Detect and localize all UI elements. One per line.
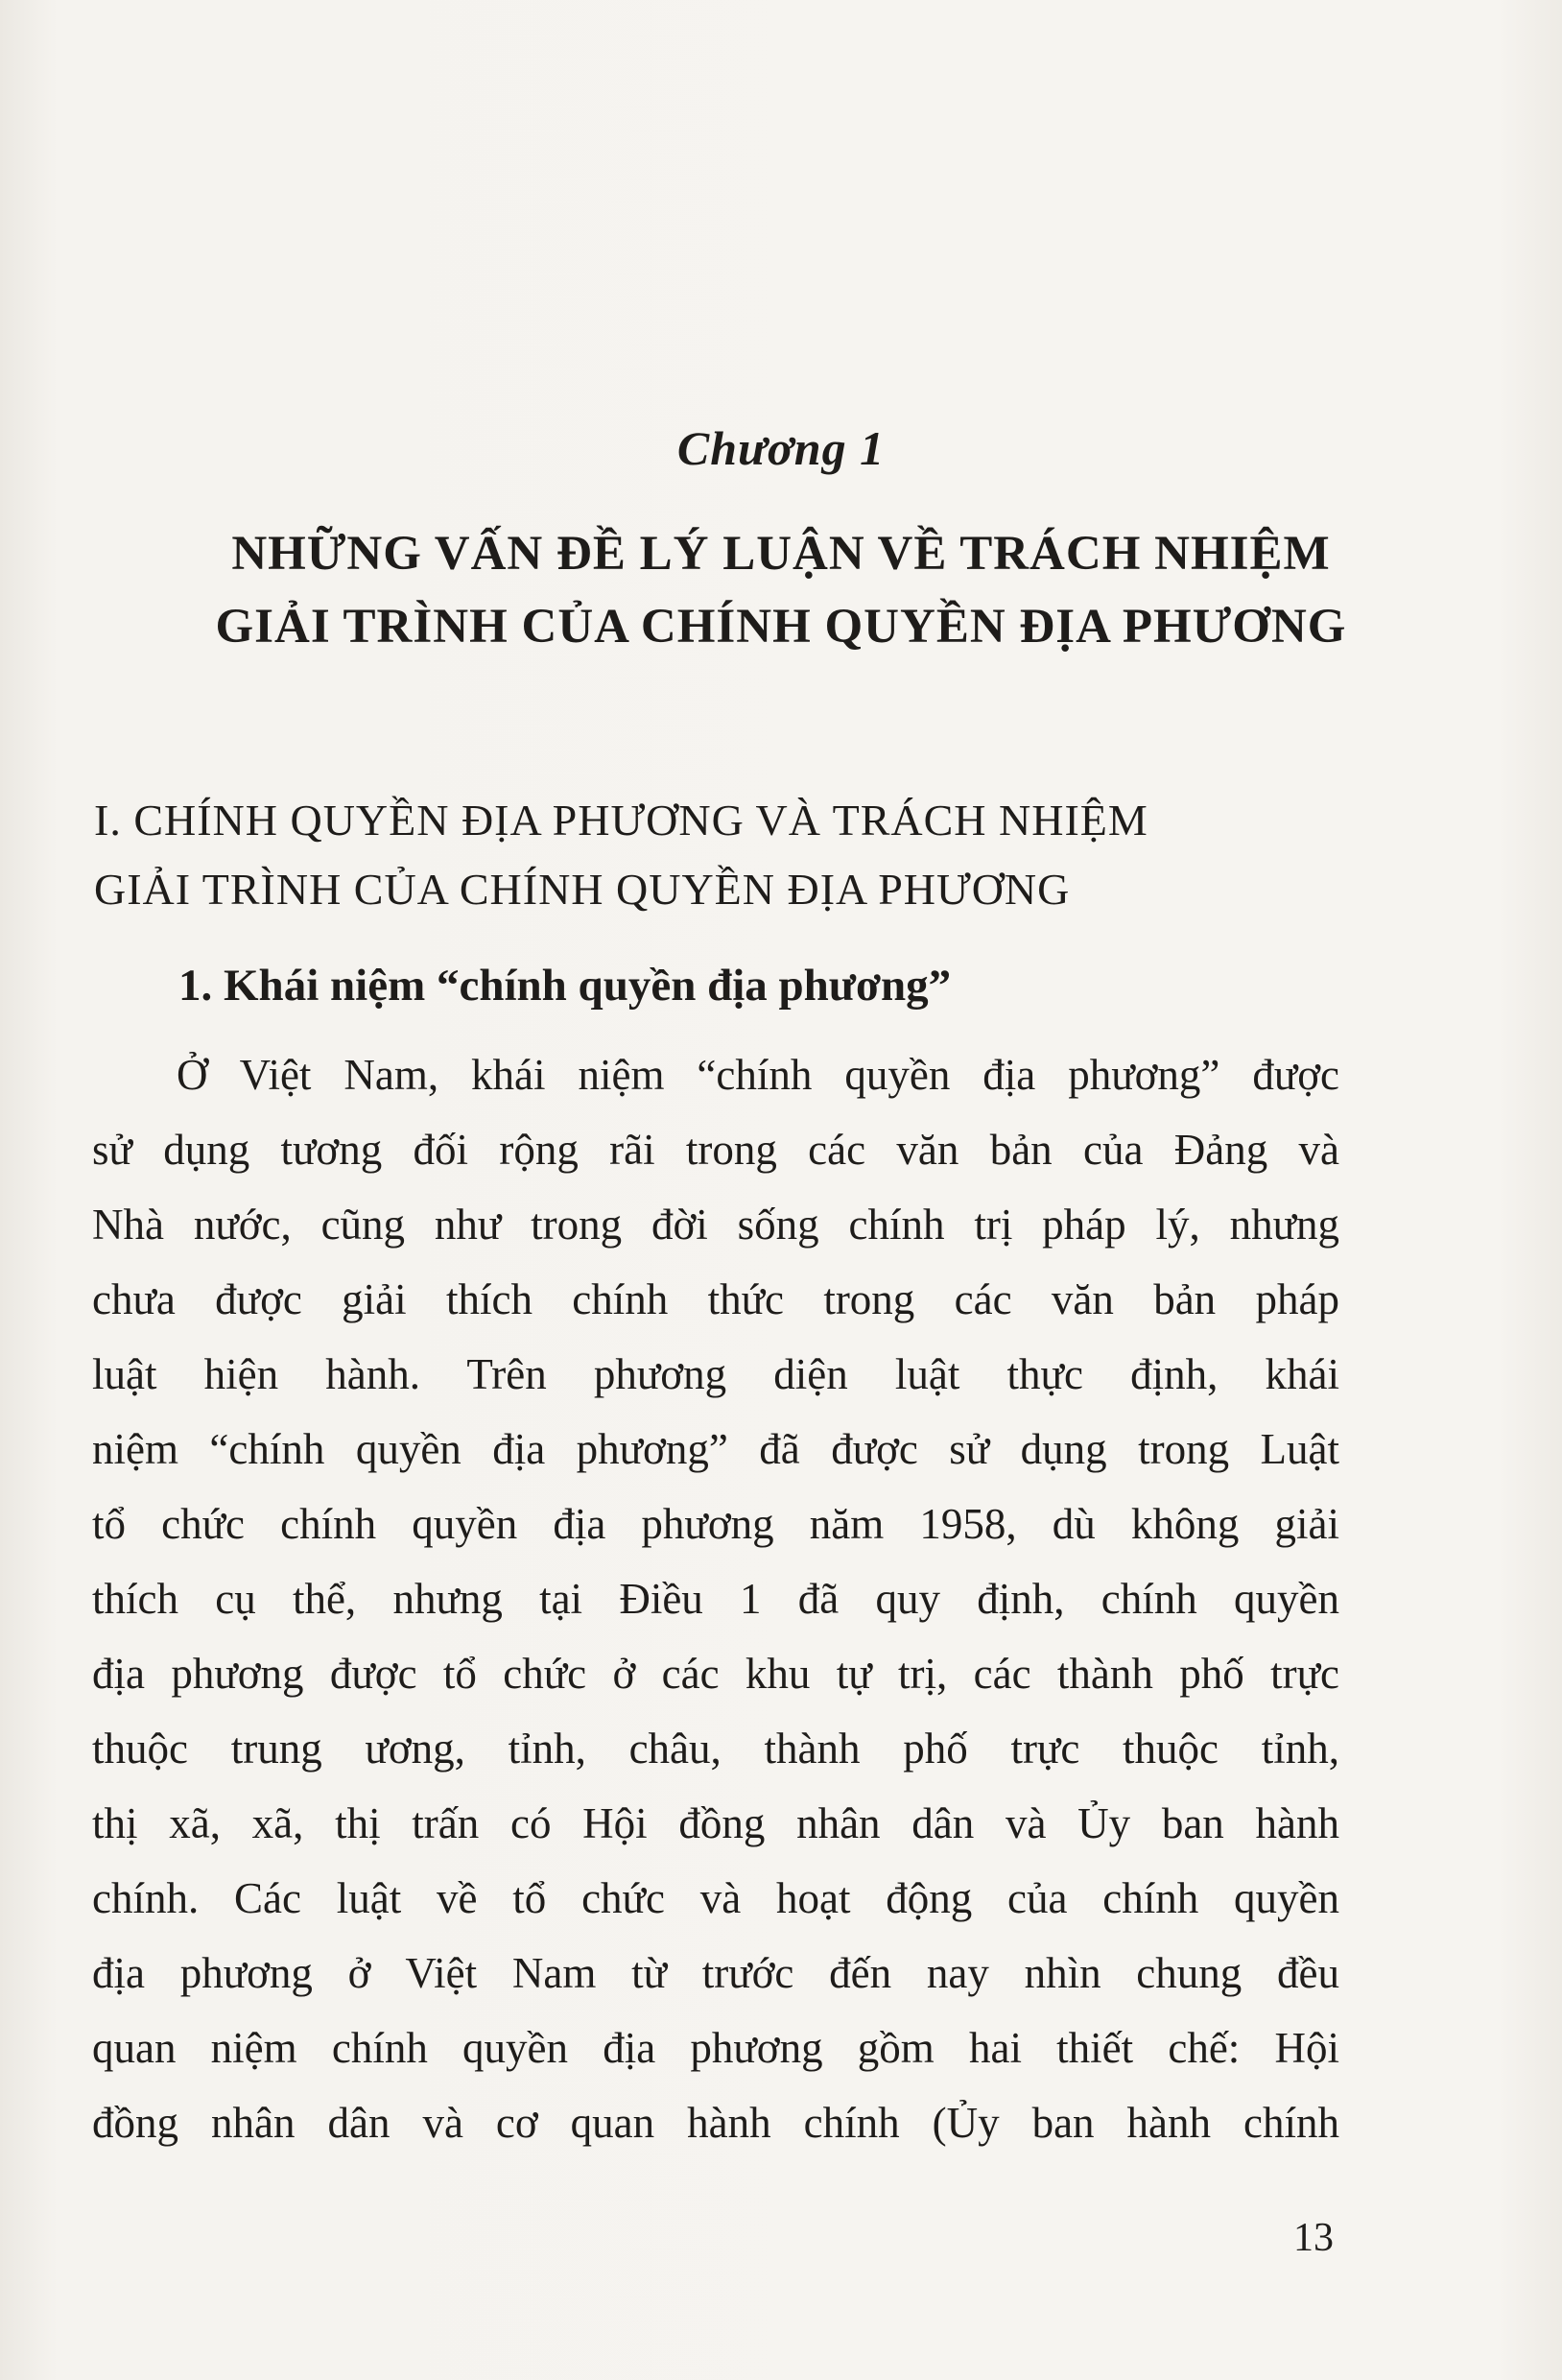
body-line: thuộc trung ương, tỉnh, châu, thành phố trực thuộc tỉnh, xyxy=(92,1725,1339,1773)
body-line: niệm “chính quyền địa phương” đã được sử dụng trong Luật xyxy=(92,1425,1339,1473)
chapter-title-line-1: NHỮNG VẤN ĐỀ LÝ LUẬN VỀ TRÁCH NHIỆM xyxy=(231,527,1331,581)
section-title-line-1: I. CHÍNH QUYỀN ĐỊA PHƯƠNG VÀ TRÁCH NHIỆM xyxy=(94,796,1148,845)
body-line: đồng nhân dân và cơ quan hành chính (Ủy ban hành chính xyxy=(92,2099,1339,2147)
body-line: luật hiện hành. Trên phương diện luật thực định, khái xyxy=(92,1350,1339,1398)
body-line: địa phương được tổ chức ở các khu tự trị, các thành phố trực xyxy=(92,1650,1339,1698)
chapter-title-line-2: GIẢI TRÌNH CỦA CHÍNH QUYỀN ĐỊA PHƯƠNG xyxy=(215,600,1347,654)
body-line: Ở Việt Nam, khái niệm “chính quyền địa phương” được xyxy=(177,1051,1339,1099)
body-line: địa phương ở Việt Nam từ trước đến nay nhìn chung đều xyxy=(92,1949,1339,1997)
body-line: thị xã, xã, thị trấn có Hội đồng nhân dân và Ủy ban hành xyxy=(92,1799,1339,1847)
body-line: thích cụ thể, nhưng tại Điều 1 đã quy định, chính quyền xyxy=(92,1575,1339,1623)
page-number: 13 xyxy=(1293,2216,1334,2260)
body-line: quan niệm chính quyền địa phương gồm hai thiết chế: Hội xyxy=(92,2024,1339,2072)
body-line: tổ chức chính quyền địa phương năm 1958, dù không giải xyxy=(92,1500,1339,1548)
section-title-line-2: GIẢI TRÌNH CỦA CHÍNH QUYỀN ĐỊA PHƯƠNG xyxy=(94,865,1071,914)
body-paragraph xyxy=(92,1037,1339,2160)
body-line: chính. Các luật về tổ chức và hoạt động của chính quyền xyxy=(92,1874,1339,1922)
subsection-title: 1. Khái niệm “chính quyền địa phương” xyxy=(178,961,952,1011)
chapter-label: Chương 1 xyxy=(676,421,886,475)
body-line: Nhà nước, cũng như trong đời sống chính trị pháp lý, nhưng xyxy=(92,1201,1339,1249)
body-line: sử dụng tương đối rộng rãi trong các văn bản của Đảng và xyxy=(92,1126,1339,1174)
body-line: chưa được giải thích chính thức trong các văn bản pháp xyxy=(92,1275,1339,1323)
